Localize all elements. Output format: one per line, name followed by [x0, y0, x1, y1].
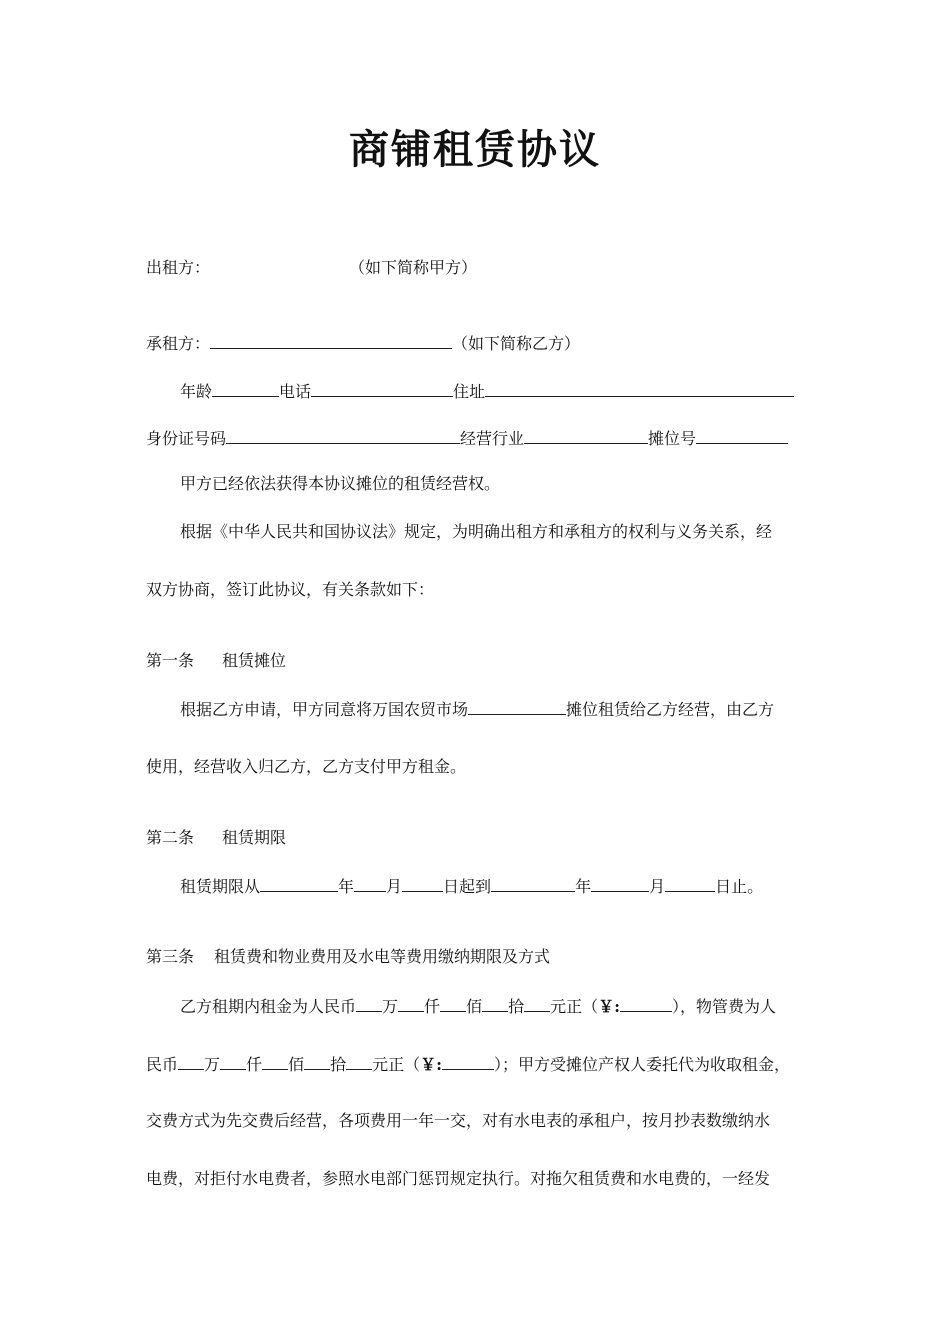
- end-year-label: 年: [575, 877, 592, 896]
- article-2-heading: [146, 828, 286, 848]
- article-2-number: 第二条: [146, 828, 195, 847]
- yen-sign: ￥:: [420, 1055, 443, 1074]
- article-3-heading: [146, 947, 550, 967]
- start-month-blank[interactable]: [354, 875, 386, 892]
- phone-label: 电话: [279, 382, 312, 401]
- unit-shi: 拾: [508, 997, 525, 1016]
- fee-shi-blank[interactable]: [304, 1053, 330, 1070]
- lessee-label: 承租方：: [146, 334, 211, 353]
- fee-wan-blank[interactable]: [178, 1053, 204, 1070]
- unit-qian: 仟: [424, 997, 441, 1016]
- end-month-blank[interactable]: [591, 875, 649, 892]
- fee-yuan-blank[interactable]: [346, 1053, 372, 1070]
- age-label: 年龄: [180, 382, 213, 401]
- lessor-label: 出租方：: [146, 258, 211, 277]
- end-year-blank[interactable]: [491, 875, 575, 892]
- property-fee-text: ），物管费为人: [672, 997, 777, 1016]
- industry-label: 经营行业: [460, 429, 525, 448]
- fee-amount-blank[interactable]: [442, 1053, 494, 1070]
- article-3-number: 第三条: [146, 947, 195, 966]
- article-1-line-2: 使用，经营收入归乙方，乙方支付甲方租金。: [146, 757, 467, 776]
- end-day-label: 日止。: [715, 877, 764, 896]
- address-label: 住址: [453, 382, 486, 401]
- fee-qian-blank[interactable]: [220, 1053, 246, 1070]
- intro-paragraph-1: 甲方已经依法获得本协议摊位的租赁经营权。: [180, 474, 501, 493]
- start-month-label: 月: [386, 877, 403, 896]
- article-3-line-4: 电费，对拒付水电费者，参照水电部门惩罚规定执行。对拖欠租赁费和水电费的，一经发: [146, 1169, 771, 1188]
- unit-wan: 万: [382, 997, 399, 1016]
- fee-bai-blank[interactable]: [262, 1053, 288, 1070]
- industry-blank[interactable]: [524, 427, 648, 444]
- lessee-info-line: [180, 380, 794, 402]
- intro-paragraph-2b: 双方协商，签订此协议，有关条款如下：: [146, 580, 435, 599]
- article-3-line-2: [146, 1053, 790, 1075]
- article-3-line-3: 交费方式为先交费后经营，各项费用一年一交，对有水电表的承租户，按月抄表数缴纳水: [146, 1111, 771, 1130]
- stall-location-blank[interactable]: [468, 698, 566, 715]
- article-1-text-2: 摊位租赁给乙方经营，由乙方: [566, 700, 775, 719]
- id-number-blank[interactable]: [226, 427, 460, 444]
- start-day-blank[interactable]: [402, 875, 443, 892]
- article-1-line-1: [180, 698, 774, 720]
- id-number-label: 身份证号码: [146, 429, 227, 448]
- rent-wan-blank[interactable]: [356, 995, 382, 1012]
- article-1-text-1: 根据乙方申请，甲方同意将万国农贸市场: [180, 700, 469, 719]
- unit-wan: 万: [204, 1055, 221, 1074]
- article-1-heading: [146, 651, 286, 671]
- rent-amount-blank[interactable]: [620, 995, 672, 1012]
- end-month-label: 月: [649, 877, 666, 896]
- article-2-line-1: [180, 875, 763, 897]
- start-day-label: 日起到: [443, 877, 492, 896]
- age-blank[interactable]: [212, 380, 279, 397]
- currency-label: 民币: [146, 1055, 179, 1074]
- start-year-blank[interactable]: [260, 875, 338, 892]
- lessee-line: [146, 332, 580, 354]
- article-3-line-1: [180, 995, 776, 1017]
- unit-qian: 仟: [246, 1055, 263, 1074]
- rent-qian-blank[interactable]: [398, 995, 424, 1012]
- unit-shi: 拾: [330, 1055, 347, 1074]
- lessor-line: [146, 258, 477, 278]
- lessee-name-blank[interactable]: [210, 332, 452, 349]
- intro-paragraph-2a: 根据《中华人民共和国协议法》规定，为明确出租方和承租方的权利与义务关系，经: [180, 522, 773, 541]
- rent-bai-blank[interactable]: [440, 995, 466, 1012]
- article-1-number: 第一条: [146, 651, 195, 670]
- stall-label: 摊位号: [648, 429, 697, 448]
- document-title: 商铺租赁协议: [349, 127, 601, 173]
- address-blank[interactable]: [485, 380, 794, 397]
- unit-bai: 佰: [466, 997, 483, 1016]
- stall-blank[interactable]: [696, 427, 788, 444]
- rent-shi-blank[interactable]: [482, 995, 508, 1012]
- unit-yuan: 元正（: [550, 997, 599, 1016]
- start-year-label: 年: [338, 877, 355, 896]
- end-day-blank[interactable]: [665, 875, 715, 892]
- lease-from-label: 租赁期限从: [180, 877, 261, 896]
- phone-blank[interactable]: [311, 380, 453, 397]
- unit-bai: 佰: [288, 1055, 305, 1074]
- article-1-title: 租赁摊位: [222, 651, 287, 670]
- yen-sign: ￥:: [598, 997, 621, 1016]
- article-3-title: 租赁费和物业费用及水电等费用缴纳期限及方式: [214, 947, 551, 966]
- rent-label: 乙方租期内租金为人民币: [180, 997, 357, 1016]
- lessee-note: （如下简称乙方）: [452, 334, 581, 353]
- rent-yuan-blank[interactable]: [524, 995, 550, 1012]
- article-2-title: 租赁期限: [222, 828, 287, 847]
- lessee-id-line: [146, 427, 788, 449]
- unit-yuan: 元正（: [372, 1055, 421, 1074]
- collection-text: ）；甲方受摊位产权人委托代为收取租金，: [494, 1055, 791, 1074]
- lessor-note: （如下简称甲方）: [349, 258, 478, 277]
